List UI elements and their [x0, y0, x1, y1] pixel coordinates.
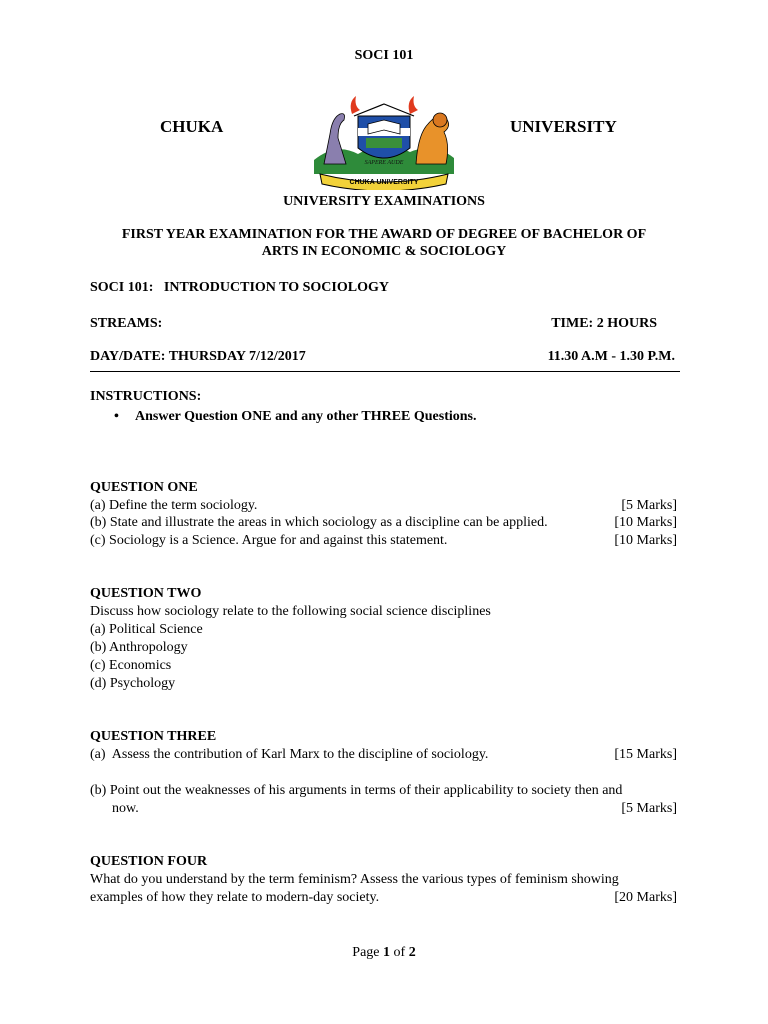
q4-marks: [20 Marks] [614, 890, 677, 905]
crest-motto-text: SAPERE AUDE [364, 160, 404, 166]
exam-title-line1: FIRST YEAR EXAMINATION FOR THE AWARD OF DEGREE OF BACHELOR OF [121, 227, 647, 242]
q3-part-a-text: (a) Assess the contribution of Karl Marx to the discipline of sociology. [90, 747, 489, 762]
q3-part-b-marks: [5 Marks] [621, 801, 677, 816]
exam-title-line2: ARTS IN ECONOMIC & SOCIOLOGY [261, 244, 507, 259]
date-row [90, 348, 677, 366]
q3-part-b-line2-text: now. [112, 801, 139, 816]
q1-part-a [90, 497, 677, 515]
q1-part-a-text: (a) Define the term sociology. [90, 498, 258, 513]
question-two-heading: QUESTION TWO [90, 586, 202, 601]
q1-part-a-marks: [5 Marks] [621, 498, 677, 513]
university-examinations-heading: UNIVERSITY EXAMINATIONS [283, 194, 485, 209]
question-four-heading: QUESTION FOUR [90, 854, 208, 869]
page-prefix: Page [352, 945, 384, 960]
unit-title: SOCI 101: INTRODUCTION TO SOCIOLOGY [90, 280, 389, 295]
q1-part-c [90, 532, 677, 550]
streams-label: STREAMS: [90, 316, 163, 331]
q4-line2 [90, 889, 677, 907]
q2-intro: Discuss how sociology relate to the following social science disciplines [90, 604, 491, 619]
question-one-heading: QUESTION ONE [90, 480, 198, 495]
header-left-word: CHUKA [160, 117, 224, 136]
q3-part-b-line1: (b) Point out the weaknesses of his arguments in terms of their applicability to society then and [90, 783, 623, 798]
exam-session-time: 11.30 A.M - 1.30 P.M. [547, 349, 675, 364]
exam-day-date: DAY/DATE: THURSDAY 7/12/2017 [90, 349, 306, 364]
q3-part-b-line2 [90, 800, 677, 818]
q3-part-a [90, 746, 677, 764]
instructions-heading: INSTRUCTIONS: [90, 389, 202, 404]
q2-item-c: (c) Economics [90, 658, 172, 673]
q1-part-b-text: (b) State and illustrate the areas in which sociology as a discipline can be applied. [90, 515, 548, 530]
question-three-heading: QUESTION THREE [90, 729, 217, 744]
q4-line2-text: examples of how they relate to modern-day society. [90, 890, 380, 905]
q4-line1: What do you understand by the term feminism? Assess the various types of feminism showing [90, 872, 619, 887]
page-of: of [390, 945, 409, 960]
exam-time: TIME: 2 HOURS [551, 316, 657, 331]
university-crest-logo [306, 94, 460, 190]
header-right-word: UNIVERSITY [510, 117, 617, 136]
q3-part-a-marks: [15 Marks] [614, 747, 677, 762]
page-current: 1 [383, 945, 391, 960]
instruction-item: Answer Question ONE and any other THREE Questions. [135, 409, 477, 424]
q2-item-a: (a) Political Science [90, 622, 203, 637]
q2-item-b: (b) Anthropology [90, 640, 188, 655]
crest-ribbon-text: CHUKA UNIVERSITY [349, 179, 419, 186]
course-code-header: SOCI 101 [354, 48, 414, 63]
q2-item-d: (d) Psychology [90, 676, 176, 691]
streams-row [90, 315, 677, 333]
q1-part-c-marks: [10 Marks] [614, 533, 677, 548]
q1-part-b-marks: [10 Marks] [614, 515, 677, 530]
instruction-bullet: • [114, 409, 119, 424]
page-number-footer [0, 944, 768, 962]
header-divider [90, 371, 680, 372]
q1-part-c-text: (c) Sociology is a Science. Argue for and against this statement. [90, 533, 448, 548]
q1-part-b [90, 514, 677, 532]
page-total: 2 [408, 945, 416, 960]
